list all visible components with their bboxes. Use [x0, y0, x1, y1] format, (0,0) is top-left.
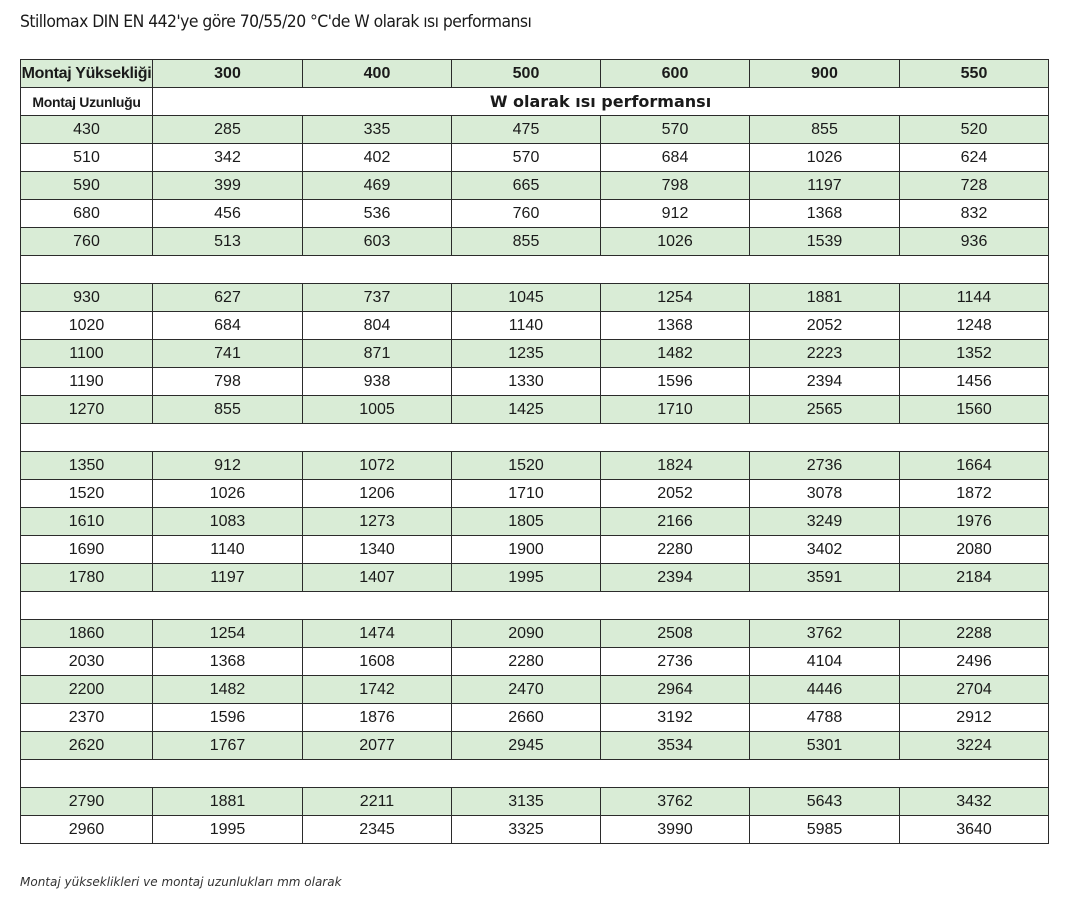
table-body	[21, 116, 1049, 844]
value-cell: 603	[303, 228, 452, 256]
value-cell: 5985	[750, 816, 900, 844]
value-cell: 1881	[750, 284, 900, 312]
value-cell: 1710	[452, 480, 601, 508]
value-cell: 2565	[750, 396, 900, 424]
value-cell: 684	[601, 144, 750, 172]
height-header: 400	[303, 60, 452, 88]
value-cell: 3078	[750, 480, 900, 508]
header-row-length	[21, 88, 1049, 116]
length-cell: 1020	[21, 312, 153, 340]
value-cell: 2912	[900, 704, 1049, 732]
value-cell: 912	[153, 452, 303, 480]
value-cell: 1482	[601, 340, 750, 368]
value-cell: 627	[153, 284, 303, 312]
value-cell: 570	[452, 144, 601, 172]
value-cell: 3591	[750, 564, 900, 592]
value-cell: 2223	[750, 340, 900, 368]
value-cell: 2660	[452, 704, 601, 732]
value-cell: 570	[601, 116, 750, 144]
value-cell: 1206	[303, 480, 452, 508]
value-cell: 2280	[452, 648, 601, 676]
length-cell: 1520	[21, 480, 153, 508]
value-cell: 1995	[153, 816, 303, 844]
value-cell: 1005	[303, 396, 452, 424]
value-cell: 469	[303, 172, 452, 200]
value-cell: 3224	[900, 732, 1049, 760]
table-row	[21, 200, 1049, 228]
height-header: 600	[601, 60, 750, 88]
value-cell: 285	[153, 116, 303, 144]
performance-span-label: W olarak ısı performansı	[153, 88, 1049, 116]
value-cell: 2077	[303, 732, 452, 760]
value-cell: 1026	[750, 144, 900, 172]
value-cell: 1140	[153, 536, 303, 564]
value-cell: 342	[153, 144, 303, 172]
length-cell: 930	[21, 284, 153, 312]
value-cell: 1596	[601, 368, 750, 396]
value-cell: 1352	[900, 340, 1049, 368]
value-cell: 1140	[452, 312, 601, 340]
length-cell: 2790	[21, 788, 153, 816]
table-row	[21, 480, 1049, 508]
value-cell: 624	[900, 144, 1049, 172]
spacer-cell	[21, 592, 1049, 620]
value-cell: 399	[153, 172, 303, 200]
value-cell: 1742	[303, 676, 452, 704]
value-cell: 2184	[900, 564, 1049, 592]
value-cell: 1368	[750, 200, 900, 228]
group-spacer-row	[21, 760, 1049, 788]
value-cell: 2090	[452, 620, 601, 648]
value-cell: 2288	[900, 620, 1049, 648]
length-cell: 430	[21, 116, 153, 144]
value-cell: 4104	[750, 648, 900, 676]
value-cell: 1045	[452, 284, 601, 312]
value-cell: 2394	[601, 564, 750, 592]
value-cell: 1248	[900, 312, 1049, 340]
value-cell: 728	[900, 172, 1049, 200]
value-cell: 936	[900, 228, 1049, 256]
table-row	[21, 368, 1049, 396]
value-cell: 855	[452, 228, 601, 256]
length-cell: 510	[21, 144, 153, 172]
value-cell: 1456	[900, 368, 1049, 396]
value-cell: 1482	[153, 676, 303, 704]
value-cell: 335	[303, 116, 452, 144]
value-cell: 513	[153, 228, 303, 256]
value-cell: 938	[303, 368, 452, 396]
value-cell: 912	[601, 200, 750, 228]
value-cell: 1144	[900, 284, 1049, 312]
value-cell: 1596	[153, 704, 303, 732]
table-row	[21, 732, 1049, 760]
length-cell: 2200	[21, 676, 153, 704]
value-cell: 1900	[452, 536, 601, 564]
value-cell: 855	[153, 396, 303, 424]
value-cell: 1072	[303, 452, 452, 480]
length-cell: 2030	[21, 648, 153, 676]
table-row	[21, 116, 1049, 144]
length-cell: 2370	[21, 704, 153, 732]
value-cell: 456	[153, 200, 303, 228]
value-cell: 2080	[900, 536, 1049, 564]
value-cell: 1824	[601, 452, 750, 480]
value-cell: 2470	[452, 676, 601, 704]
value-cell: 2736	[601, 648, 750, 676]
value-cell: 475	[452, 116, 601, 144]
table-row	[21, 284, 1049, 312]
value-cell: 1235	[452, 340, 601, 368]
value-cell: 5643	[750, 788, 900, 816]
value-cell: 3990	[601, 816, 750, 844]
page-title: Stillomax DIN EN 442'ye göre 70/55/20 °C'de W olarak ısı performansı	[20, 12, 532, 32]
value-cell: 1560	[900, 396, 1049, 424]
value-cell: 2945	[452, 732, 601, 760]
table-row	[21, 312, 1049, 340]
height-header: 900	[750, 60, 900, 88]
value-cell: 1664	[900, 452, 1049, 480]
value-cell: 1710	[601, 396, 750, 424]
corner-label-length: Montaj Uzunluğu	[21, 88, 153, 116]
value-cell: 832	[900, 200, 1049, 228]
value-cell: 2508	[601, 620, 750, 648]
value-cell: 2496	[900, 648, 1049, 676]
value-cell: 3249	[750, 508, 900, 536]
value-cell: 1767	[153, 732, 303, 760]
length-cell: 1270	[21, 396, 153, 424]
length-cell: 1190	[21, 368, 153, 396]
value-cell: 2052	[601, 480, 750, 508]
spacer-cell	[21, 424, 1049, 452]
value-cell: 760	[452, 200, 601, 228]
value-cell: 1368	[601, 312, 750, 340]
value-cell: 1330	[452, 368, 601, 396]
value-cell: 1539	[750, 228, 900, 256]
value-cell: 804	[303, 312, 452, 340]
height-header: 300	[153, 60, 303, 88]
value-cell: 1520	[452, 452, 601, 480]
length-cell: 590	[21, 172, 153, 200]
value-cell: 1474	[303, 620, 452, 648]
value-cell: 665	[452, 172, 601, 200]
table-row	[21, 676, 1049, 704]
value-cell: 1273	[303, 508, 452, 536]
value-cell: 520	[900, 116, 1049, 144]
value-cell: 1254	[153, 620, 303, 648]
value-cell: 402	[303, 144, 452, 172]
value-cell: 3762	[601, 788, 750, 816]
value-cell: 741	[153, 340, 303, 368]
length-cell: 2960	[21, 816, 153, 844]
length-cell: 1690	[21, 536, 153, 564]
group-spacer-row	[21, 424, 1049, 452]
table-row	[21, 144, 1049, 172]
length-cell: 760	[21, 228, 153, 256]
value-cell: 2394	[750, 368, 900, 396]
value-cell: 1872	[900, 480, 1049, 508]
value-cell: 1254	[601, 284, 750, 312]
header-row-heights	[21, 60, 1049, 88]
length-cell: 1860	[21, 620, 153, 648]
value-cell: 3432	[900, 788, 1049, 816]
value-cell: 798	[153, 368, 303, 396]
height-header: 500	[452, 60, 601, 88]
value-cell: 2704	[900, 676, 1049, 704]
value-cell: 2964	[601, 676, 750, 704]
group-spacer-row	[21, 256, 1049, 284]
value-cell: 737	[303, 284, 452, 312]
table-row	[21, 228, 1049, 256]
height-header: 550	[900, 60, 1049, 88]
table-row	[21, 620, 1049, 648]
table-row	[21, 536, 1049, 564]
value-cell: 798	[601, 172, 750, 200]
value-cell: 1197	[750, 172, 900, 200]
value-cell: 1995	[452, 564, 601, 592]
value-cell: 4446	[750, 676, 900, 704]
value-cell: 1340	[303, 536, 452, 564]
value-cell: 1197	[153, 564, 303, 592]
value-cell: 3325	[452, 816, 601, 844]
value-cell: 2211	[303, 788, 452, 816]
value-cell: 4788	[750, 704, 900, 732]
value-cell: 2166	[601, 508, 750, 536]
corner-label-height: Montaj Yüksekliği	[21, 60, 153, 88]
value-cell: 3402	[750, 536, 900, 564]
footnote: Montaj yükseklikleri ve montaj uzunlukları mm olarak	[20, 875, 342, 889]
value-cell: 684	[153, 312, 303, 340]
value-cell: 1976	[900, 508, 1049, 536]
value-cell: 871	[303, 340, 452, 368]
value-cell: 2345	[303, 816, 452, 844]
table-row	[21, 788, 1049, 816]
length-cell: 1350	[21, 452, 153, 480]
value-cell: 2736	[750, 452, 900, 480]
table-row	[21, 452, 1049, 480]
value-cell: 1805	[452, 508, 601, 536]
value-cell: 3534	[601, 732, 750, 760]
value-cell: 3135	[452, 788, 601, 816]
value-cell: 1026	[601, 228, 750, 256]
table-row	[21, 816, 1049, 844]
value-cell: 2280	[601, 536, 750, 564]
value-cell: 855	[750, 116, 900, 144]
length-cell: 680	[21, 200, 153, 228]
table-row	[21, 396, 1049, 424]
value-cell: 536	[303, 200, 452, 228]
value-cell: 2052	[750, 312, 900, 340]
value-cell: 1407	[303, 564, 452, 592]
group-spacer-row	[21, 592, 1049, 620]
table-row	[21, 648, 1049, 676]
table-row	[21, 508, 1049, 536]
length-cell: 1100	[21, 340, 153, 368]
value-cell: 5301	[750, 732, 900, 760]
value-cell: 1876	[303, 704, 452, 732]
spacer-cell	[21, 256, 1049, 284]
value-cell: 3762	[750, 620, 900, 648]
table-row	[21, 340, 1049, 368]
value-cell: 1026	[153, 480, 303, 508]
value-cell: 1425	[452, 396, 601, 424]
length-cell: 1780	[21, 564, 153, 592]
length-cell: 1610	[21, 508, 153, 536]
table-row	[21, 172, 1049, 200]
table-row	[21, 704, 1049, 732]
value-cell: 1881	[153, 788, 303, 816]
table-row	[21, 564, 1049, 592]
value-cell: 1608	[303, 648, 452, 676]
value-cell: 1083	[153, 508, 303, 536]
value-cell: 3192	[601, 704, 750, 732]
value-cell: 3640	[900, 816, 1049, 844]
heat-performance-table	[20, 59, 1049, 844]
length-cell: 2620	[21, 732, 153, 760]
spacer-cell	[21, 760, 1049, 788]
value-cell: 1368	[153, 648, 303, 676]
